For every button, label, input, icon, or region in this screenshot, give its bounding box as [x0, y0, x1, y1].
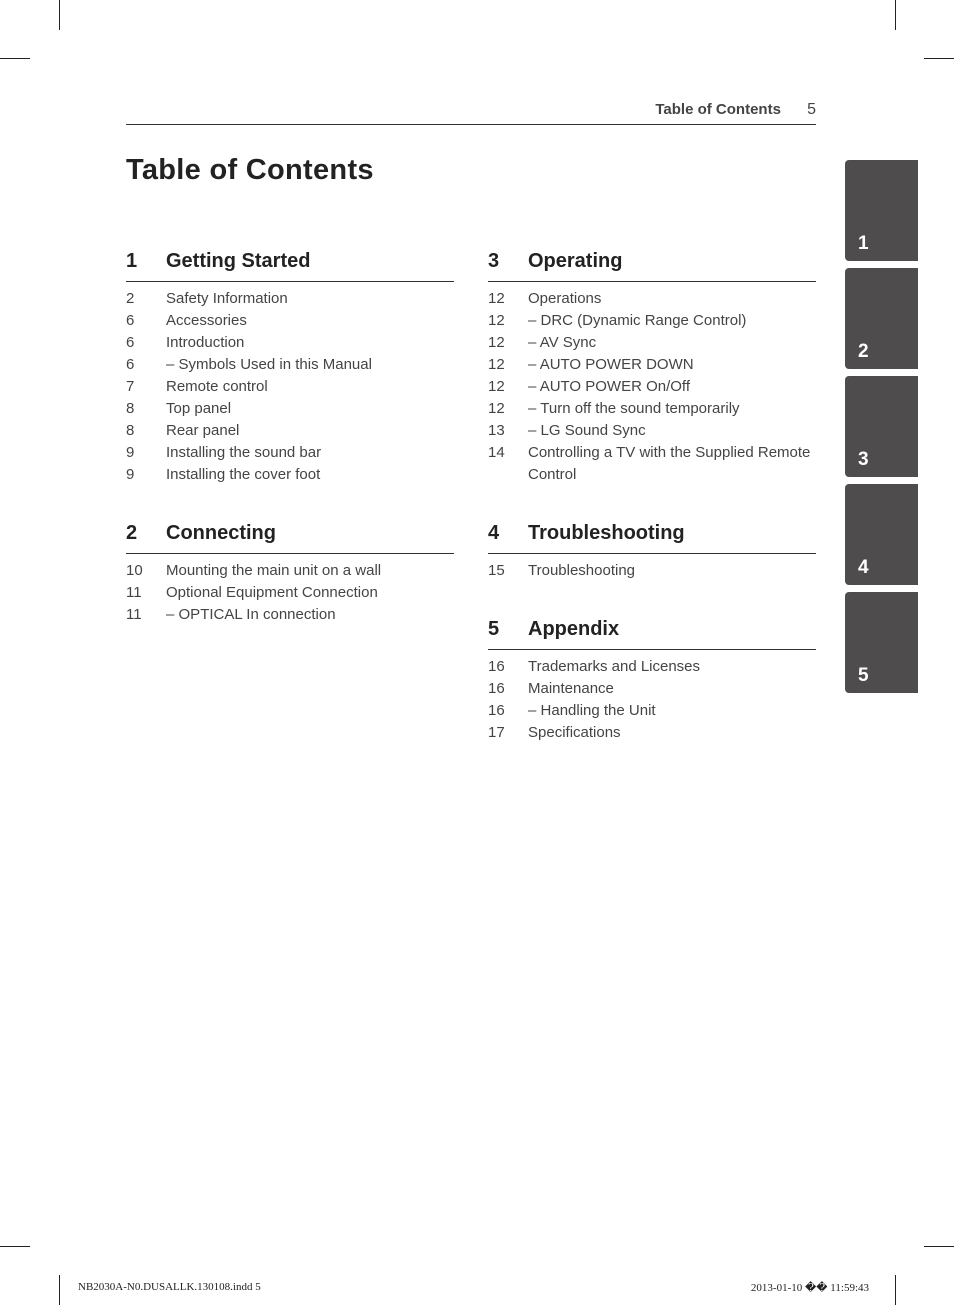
toc-section — [488, 522, 816, 582]
toc-entry-page: 8 — [126, 422, 135, 439]
section-number: 5 — [488, 618, 500, 640]
toc-entry-text: Introduction — [166, 334, 245, 351]
chapter-tab-label: 3 — [858, 449, 869, 470]
toc-entry-text: Safety Information — [166, 290, 288, 307]
toc-entry[interactable] — [126, 376, 454, 398]
toc-entry-list — [488, 288, 816, 486]
toc-entry-text: Troubleshooting — [528, 562, 636, 579]
toc-column-right — [488, 250, 816, 780]
toc-entry-page: 6 — [126, 312, 135, 329]
toc-entry-text: Top panel — [166, 400, 232, 417]
toc-section — [488, 250, 816, 486]
chapter-tab-1[interactable] — [845, 160, 918, 261]
toc-entry-text: Trademarks and Licenses — [528, 658, 701, 675]
section-heading — [488, 522, 816, 554]
section-title: Appendix — [528, 618, 620, 640]
toc-entry-text: – Turn off the sound temporarily — [528, 398, 816, 420]
chapter-tab-label: 4 — [858, 557, 869, 578]
toc-entry-text: – DRC (Dynamic Range Control) — [528, 310, 816, 332]
toc-entry-page: 7 — [126, 378, 135, 395]
section-heading — [488, 250, 816, 282]
toc-entry[interactable] — [126, 442, 454, 464]
toc-entry-page: 6 — [126, 334, 135, 351]
section-heading — [488, 618, 816, 650]
toc-entry-text: Controlling a TV with the Supplied Remote Control — [528, 444, 811, 483]
toc-entry-text: – Symbols Used in this Manual — [166, 354, 454, 376]
toc-entry-page: 12 — [488, 334, 505, 351]
toc-entry-page: 9 — [126, 466, 135, 483]
toc-entry-page: 12 — [488, 356, 505, 373]
toc-column-left — [126, 250, 454, 662]
toc-entry[interactable] — [126, 582, 454, 604]
toc-entry-page: 12 — [488, 290, 505, 307]
toc-entry[interactable] — [126, 464, 454, 486]
toc-entry[interactable] — [126, 310, 454, 332]
section-title: Connecting — [166, 522, 276, 544]
toc-entry-list — [126, 288, 454, 486]
toc-entry[interactable] — [488, 354, 816, 376]
chapter-tab-3[interactable] — [845, 376, 918, 477]
toc-entry-text: – OPTICAL In connection — [166, 604, 454, 626]
print-slug-file: NB2030A-N0.DUSALLK.130108.indd 5 — [78, 1281, 261, 1293]
toc-entry-text: Rear panel — [166, 422, 240, 439]
toc-entry-page: 14 — [488, 444, 505, 461]
toc-entry-text: – AUTO POWER On/Off — [528, 376, 816, 398]
chapter-tabs — [845, 160, 918, 700]
toc-entry-page: 10 — [126, 562, 143, 579]
toc-entry-text: Maintenance — [528, 680, 614, 697]
crop-mark — [895, 1275, 896, 1305]
toc-entry-page: 15 — [488, 562, 505, 579]
crop-mark — [59, 1275, 60, 1305]
toc-section — [126, 522, 454, 626]
section-number: 1 — [126, 250, 138, 272]
toc-section — [488, 618, 816, 744]
section-number: 2 — [126, 522, 138, 544]
section-number: 4 — [488, 522, 500, 544]
chapter-tab-2[interactable] — [845, 268, 918, 369]
toc-entry-text: Installing the cover foot — [166, 466, 321, 483]
toc-entry[interactable] — [488, 700, 816, 722]
toc-entry-page: 16 — [488, 680, 505, 697]
toc-entry-text: Optional Equipment Connection — [166, 584, 378, 601]
toc-entry[interactable] — [488, 656, 816, 678]
toc-entry[interactable] — [488, 678, 816, 700]
section-title: Getting Started — [166, 250, 311, 272]
crop-mark — [59, 0, 60, 30]
toc-entry-page: 11 — [126, 606, 142, 623]
crop-mark — [895, 0, 896, 30]
page-title: Table of Contents — [126, 154, 374, 186]
toc-entry-page: 8 — [126, 400, 135, 417]
running-head-title: Table of Contents — [655, 101, 781, 118]
toc-entry-list — [488, 560, 816, 582]
toc-entry-page: 9 — [126, 444, 135, 461]
toc-entry-page: 12 — [488, 378, 505, 395]
toc-entry[interactable] — [488, 310, 816, 332]
crop-mark — [924, 1246, 954, 1247]
toc-entry-text: – Handling the Unit — [528, 700, 816, 722]
section-title: Operating — [528, 250, 623, 272]
toc-entry[interactable] — [126, 288, 454, 310]
toc-entry[interactable] — [488, 420, 816, 442]
crop-mark — [924, 58, 954, 59]
chapter-tab-label: 2 — [858, 341, 869, 362]
running-head — [126, 101, 816, 119]
chapter-tab-4[interactable] — [845, 484, 918, 585]
toc-entry[interactable] — [126, 398, 454, 420]
toc-entry[interactable] — [126, 420, 454, 442]
toc-entry[interactable] — [126, 560, 454, 582]
toc-section — [126, 250, 454, 486]
running-head-page-number: 5 — [807, 101, 816, 118]
section-heading — [126, 522, 454, 554]
header-rule — [126, 124, 816, 125]
toc-entry-text: Accessories — [166, 312, 247, 329]
toc-entry-text: Specifications — [528, 724, 621, 741]
toc-entry-page: 16 — [488, 658, 505, 675]
toc-entry-text: Operations — [528, 290, 602, 307]
toc-entry[interactable] — [488, 722, 816, 744]
toc-entry-list — [488, 656, 816, 744]
toc-entry-text: – LG Sound Sync — [528, 420, 816, 442]
toc-entry[interactable] — [126, 354, 454, 376]
toc-entry-page: 17 — [488, 724, 505, 741]
toc-entry-text: Installing the sound bar — [166, 444, 322, 461]
chapter-tab-label: 1 — [858, 233, 869, 254]
section-number: 3 — [488, 250, 500, 272]
toc-entry[interactable] — [488, 560, 816, 582]
toc-entry-page: 12 — [488, 312, 505, 329]
toc-entry-text: – AUTO POWER DOWN — [528, 354, 816, 376]
toc-entry-text: Mounting the main unit on a wall — [166, 562, 382, 579]
toc-entry-text: – AV Sync — [528, 332, 816, 354]
crop-mark — [0, 1246, 30, 1247]
crop-mark — [0, 58, 30, 59]
toc-entry[interactable] — [488, 398, 816, 420]
toc-entry[interactable] — [488, 332, 816, 354]
toc-entry-page: 2 — [126, 290, 135, 307]
toc-entry[interactable] — [488, 376, 816, 398]
toc-entry-text: Remote control — [166, 378, 268, 395]
toc-entry[interactable] — [126, 604, 454, 626]
chapter-tab-label: 5 — [858, 665, 869, 686]
chapter-tab-5[interactable] — [845, 592, 918, 693]
toc-entry[interactable] — [126, 332, 454, 354]
toc-entry-page: 6 — [126, 356, 135, 373]
toc-entry[interactable] — [488, 288, 816, 310]
toc-entry-list — [126, 560, 454, 626]
section-heading — [126, 250, 454, 282]
toc-entry-page: 12 — [488, 400, 505, 417]
toc-entry[interactable] — [488, 442, 816, 486]
toc-entry-page: 16 — [488, 702, 505, 719]
toc-entry-page: 13 — [488, 422, 505, 439]
section-title: Troubleshooting — [528, 522, 685, 544]
print-slug-timestamp: 2013-01-10 �� 11:59:43 — [750, 1282, 869, 1294]
toc-entry-page: 11 — [126, 584, 142, 601]
